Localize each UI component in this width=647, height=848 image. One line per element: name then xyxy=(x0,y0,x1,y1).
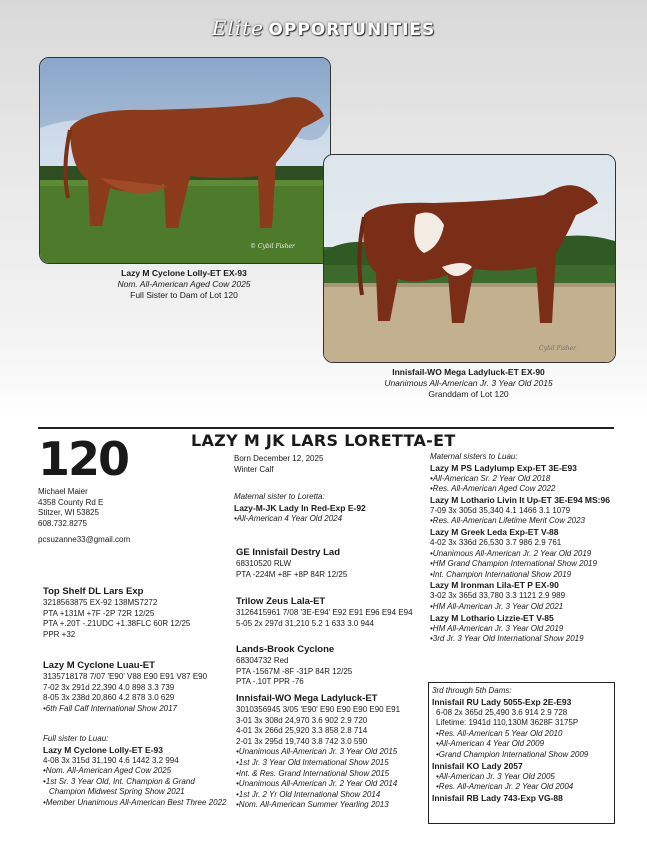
mega-note: •1st Jr. 2 Yr Old International Show 2014 xyxy=(236,789,381,799)
full-sister-note: Champion Midwest Spring Show 2021 xyxy=(49,787,185,797)
consignor-address1: 4358 County Rd E xyxy=(38,497,104,507)
mega-line: 3-01 3x 308d 24,970 3.6 902 2.9 720 xyxy=(236,715,368,725)
caption-lolly-line2: Full Sister to Dam of Lot 120 xyxy=(130,290,238,300)
mega-line: 4-01 3x 266d 25,920 3.3 858 2.8 714 xyxy=(236,726,368,736)
dams-box-item-line: Lifetime: 1941d 110,130M 3628F 3175P xyxy=(436,718,579,728)
sire-line: PPR +32 xyxy=(43,629,76,639)
dams-box-item-note: •Res. All-American Jr. 2 Year Old 2004 xyxy=(436,782,574,792)
zeus-block xyxy=(236,595,413,629)
dams-box-item-note: •Res. All-American 5 Year Old 2010 xyxy=(436,728,563,738)
maternal-sister-item-line: 3-02 3x 365d 33,780 3.3 1121 2.9 989 xyxy=(430,591,566,601)
cyclone-line: PTA -.10T PPR -76 xyxy=(236,677,304,687)
full-sister-name: Lazy M Cyclone Lolly-ET E-93 xyxy=(43,744,163,755)
born-date: Born December 12, 2025 xyxy=(234,454,324,463)
sire-line: PTA +.20T -.21UDC +1.38FLC 60R 12/25 xyxy=(43,619,191,629)
mega-note: •1st Jr. 3 Year Old International Show 2015 xyxy=(236,757,389,767)
sire-line: PTA +131M +7F -2P 72R 12/25 xyxy=(43,608,155,618)
mega-note: •Int. & Res. Grand International Show 2015 xyxy=(236,768,390,778)
full-sister-note: •Member Unanimous All-American Best Three 2022 xyxy=(43,797,227,807)
dam-block xyxy=(43,659,207,714)
cow-photo-1 xyxy=(40,58,330,263)
full-sister-note: •1st Sr. 3 Year Old, Int. Champion & Grand xyxy=(43,776,195,786)
maternal-sister-item-name: Lazy M Lothario Livin It Up-ET 3E-E94 MS:96 xyxy=(430,494,610,505)
maternal-sister-item-note: •HM Grand Champion International Show 2019 xyxy=(430,559,597,569)
full-sister-note: •Nom. All-American Aged Cow 2025 xyxy=(43,766,172,776)
maternal-sister-item-note: •3rd Jr. 3 Year Old International Show 2019 xyxy=(430,634,584,644)
caption-ladyluck xyxy=(323,367,614,400)
consignor-block xyxy=(38,487,130,546)
maternal-sister-item-note: •Unanimous All-American Jr. 2 Year Old 2019 xyxy=(430,548,592,558)
cow-photo-2 xyxy=(324,155,615,362)
mega-note: •Unanimous All-American Jr. 2 Year Old 2014 xyxy=(236,779,398,789)
lot-number: 120 xyxy=(38,432,129,486)
born-class: Winter Calf xyxy=(234,464,274,474)
consignor-address2: Stitzer, WI 53825 xyxy=(38,508,99,518)
mega-line: 2-01 3x 295d 19,740 3.8 742 3.0 590 xyxy=(236,736,368,746)
gran-sire-block xyxy=(236,546,347,580)
maternal-sister-item-name: Lazy M PS Ladylump Exp-ET 3E-E93 xyxy=(430,462,577,473)
caption-ladyluck-name: Innisfail-WO Mega Ladyluck-ET EX-90 xyxy=(392,367,545,377)
gran-sire-line: PTA -224M +8F +8P 84R 12/25 xyxy=(236,569,348,579)
sire-line: 3218563875 EX-92 138MS7272 xyxy=(43,598,158,607)
caption-ladyluck-line1: Unanimous All-American Jr. 3 Year Old 2015 xyxy=(384,378,553,388)
mega-note: •Unanimous All-American Jr. 3 Year Old 2015 xyxy=(236,747,398,757)
dams-box-item-name: Innisfail KO Lady 2057 xyxy=(432,760,523,771)
zeus-line: 3126415961 7/08 '3E-E94' E92 E91 E96 E94 E94 xyxy=(236,608,413,617)
page-header xyxy=(0,16,647,40)
caption-lolly-name: Lazy M Cyclone Lolly-ET EX-93 xyxy=(121,268,247,278)
dam-note: •6th Fall Calf International Show 2017 xyxy=(43,703,177,713)
dams-box-item-line: 6-08 2x 365d 25,490 3.6 914 2.9 728 xyxy=(436,707,568,717)
dams-box-label: 3rd through 5th Dams: xyxy=(432,686,512,695)
maternal-sister-item-note: •Res. All-American Lifetime Merit Cow 2023 xyxy=(430,516,585,526)
full-sister-block xyxy=(43,734,226,809)
maternal-sister-label: Maternal sister to Loretta: xyxy=(234,492,325,501)
mega-note: •Nom. All-American Summer Yearling 2013 xyxy=(236,800,389,810)
dam-name: Lazy M Cyclone Luau-ET xyxy=(43,660,155,671)
caption-lolly-line1: Nom. All-American Aged Cow 2025 xyxy=(117,279,251,289)
caption-ladyluck-line2: Granddam of Lot 120 xyxy=(428,389,509,399)
photo2-watermark: Cybil Fisher xyxy=(539,345,577,352)
photo-lolly xyxy=(39,57,331,264)
maternal-sister-block xyxy=(234,492,366,524)
cyclone-line: PTA -1567M -8F -31P 84R 12/25 xyxy=(236,666,353,676)
gran-sire-line: 68310520 RLW xyxy=(236,559,291,568)
consignor-name: Michael Maier xyxy=(38,487,88,496)
maternal-sister-item-note: •Int. Champion International Show 2019 xyxy=(430,569,572,579)
maternal-sister-item-name: Lazy M Ironman Lila-ET P EX-90 xyxy=(430,580,559,591)
mega-line: 3010356945 3/05 'E90' E90 E90 E90 E90 E91 xyxy=(236,705,401,714)
full-sister-line: 4-08 3x 315d 31,190 4.6 1442 3.2 994 xyxy=(43,755,179,765)
maternal-sisters-label: Maternal sisters to Luau: xyxy=(430,452,518,461)
dams-box-item-note: •Grand Champion International Show 2009 xyxy=(436,749,589,759)
dam-line: 8-05 3x 238d 20,860 4.2 878 3.0 629 xyxy=(43,693,175,703)
maternal-sisters-block xyxy=(430,452,614,645)
photo1-watermark: © Cybil Fisher xyxy=(250,243,295,250)
section-divider xyxy=(38,427,614,429)
caption-lolly xyxy=(39,268,329,301)
animal-name: LAZY M JK LARS LORETTA-ET xyxy=(191,431,456,450)
cyclone-name: Lands-Brook Cyclone xyxy=(236,644,335,655)
zeus-name: Trilow Zeus Lala-ET xyxy=(236,596,326,607)
consignor-email[interactable]: pcsuzanne33@gmail.com xyxy=(38,535,131,545)
cyclone-line: 68304732 Red xyxy=(236,656,289,665)
photo-ladyluck xyxy=(323,154,616,363)
dams-box-item-note: •All-American Jr. 3 Year Old 2005 xyxy=(436,771,555,781)
sire-name: Top Shelf DL Lars Exp xyxy=(43,586,144,597)
maternal-sister-item-name: Lazy M Lothario Lizzie-ET V-85 xyxy=(430,612,554,623)
maternal-sister-item-line: 4-02 3x 336d 26,530 3.7 986 2.9 761 xyxy=(430,537,562,547)
maternal-sister-item-note: •All-American Sr. 2 Year Old 2018 xyxy=(430,473,551,483)
dams-box-item-note: •All-American 4 Year Old 2009 xyxy=(436,739,545,749)
maternal-sister-note: •All-American 4 Year Old 2024 xyxy=(234,513,343,523)
gran-sire-name: GE Innisfail Destry Lad xyxy=(236,547,340,558)
zeus-line: 5-05 2x 297d 31,210 5.2 1 633 3.0 944 xyxy=(236,618,374,628)
dams-box-content xyxy=(432,686,612,804)
cyclone-block xyxy=(236,643,352,688)
maternal-sister-item-name: Lazy M Greek Leda Exp-ET V-88 xyxy=(430,526,559,537)
dams-box-item-name: Innisfail RB Lady 743-Exp VG-88 xyxy=(432,792,563,803)
born-info xyxy=(234,454,323,475)
header-opportunities: OPPORTUNITIES xyxy=(268,20,436,40)
maternal-sister-name: Lazy-M-JK Lady In Red-Exp E-92 xyxy=(234,502,366,513)
header-elite: Elite xyxy=(211,16,264,40)
consignor-phone: 608.732.8275 xyxy=(38,518,87,528)
dam-line: 3135718178 7/07 'E90' V88 E90 E91 V87 E90 xyxy=(43,672,208,681)
maternal-sister-item-line: 7-09 3x 305d 35,340 4.1 1466 3.1 1079 xyxy=(430,505,571,515)
maternal-sister-item-note: •HM All-American Jr. 3 Year Old 2019 xyxy=(430,623,564,633)
mega-name: Innisfail-WO Mega Ladyluck-ET xyxy=(236,693,378,704)
dams-box-item-name: Innisfail RU Lady 5055-Exp 2E-E93 xyxy=(432,696,572,707)
maternal-sister-item-note: •Res. All-American Aged Cow 2022 xyxy=(430,484,556,494)
sire-block xyxy=(43,585,190,640)
full-sister-label: Full sister to Luau: xyxy=(43,734,109,743)
maternal-sister-item-note: •HM All-American Jr. 3 Year Old 2021 xyxy=(430,601,564,611)
mega-block xyxy=(236,692,400,811)
dam-line: 7-02 3x 291d 22,390 4.0 898 3.3 739 xyxy=(43,682,175,692)
